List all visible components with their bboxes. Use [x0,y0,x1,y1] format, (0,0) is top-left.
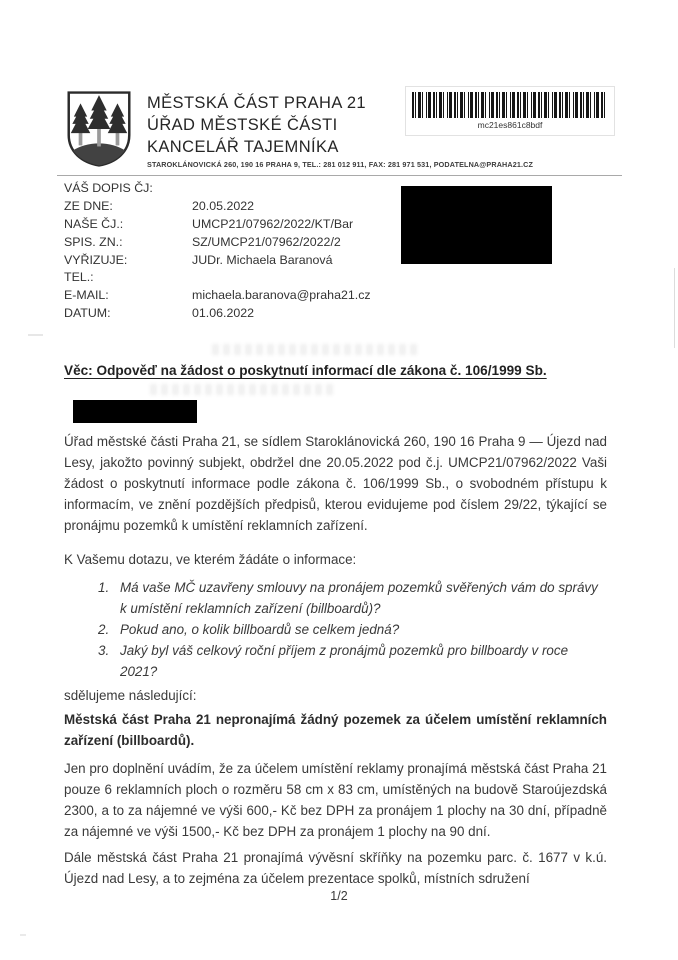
ref-row-datum [64,305,371,323]
question-text: Jaký byl váš celkový roční příjem z pronájmů pozemků pro billboardy v roce 2021? [120,643,569,679]
ref-value: michaela.baranova@praha21.cz [192,288,371,303]
header-divider [57,175,622,176]
subject-line: Věc: Odpověď na žádost o poskytnutí informací dle zákona č. 106/1999 Sb. [64,363,547,378]
reference-block [64,180,371,323]
barcode [405,86,615,136]
answer-intro: sdělujeme následující: [64,688,197,703]
letter-body [64,431,607,889]
org-address-line: STAROKLÁNOVICKÁ 260, 190 16 PRAHA 9, TEL.: 281 012 911, FAX: 281 971 531, PODATELNA@PRAHA21.CZ [147,160,534,169]
org-name-line2: ÚŘAD MĚSTSKÉ ČÁSTI [147,116,338,134]
page-number: 1/2 [330,889,348,903]
ref-row-vas-dopis [64,180,371,198]
ref-value: SZ/UMCP21/07962/2022/2 [192,234,341,249]
ref-row-email [64,287,371,305]
list-number: 2. [98,622,110,637]
coat-of-arms-icon [66,90,132,168]
ref-label: NAŠE ČJ.: [64,216,124,231]
barcode-label: mc21es861c8bdf [477,120,543,130]
question-text: Má vaše MČ uzavřeny smlouvy na pronájem pozemků svěřených vám do správy k umístění reklamních zařízení (billboardů)? [120,580,598,616]
list-item-question-2 [64,619,607,640]
ref-label: ZE DNE: [64,198,113,213]
ref-label: SPIS. ZN.: [64,234,123,249]
org-name-line3: KANCELÁŘ TAJEMNÍKA [147,138,339,156]
ref-value: 20.05.2022 [192,198,255,213]
ref-value: 01.06.2022 [192,306,255,321]
questions-list [64,577,607,682]
scan-artifact [28,334,43,336]
barcode-bars-icon [412,92,607,118]
ref-label: VÁŠ DOPIS ČJ: [64,181,153,195]
org-name-line1: MĚSTSKÁ ČÁST PRAHA 21 [147,94,367,112]
paragraph-advert-surfaces: Jen pro doplnění uvádím, že za účelem umístění reklamy pronajímá městská část Praha 21 pouze 6 reklamních ploch o rozměru 58 cm x 83 cm, umístěných na budově Staroújezdská 2300, a to za nájemné ve výši 600,- Kč bez DPH za pronájem 1 plochy na 30 dní, případně za nájemné ve výši 1500,- Kč bez DPH za pronájem 1 plochy na 90 dní. [64,761,607,839]
scan-artifact [674,268,675,348]
paragraph-request-received: Úřad městské části Praha 21, se sídlem Staroklánovická 260, 190 16 Praha 9 — Újezd nad Lesy, jakožto povinný subjekt, obdržel dne 20.05.2022 pod č.j. UMCP21/07962/2022 Vaši žádost o poskytnutí informace podle zákona č. 106/1999 Sb., o svobodném přístupu k informacím, ve znění pozdějších předpisů, kterou evidujeme pod číslem 29/22, týkající se pronájmu pozemků k umístění reklamních zařízení. [64,434,607,533]
redaction-box-salutation [73,400,197,423]
list-number: 3. [98,643,110,658]
redaction-box-addressee [401,186,552,264]
list-item-question-3 [64,640,607,682]
ref-label: DATUM: [64,306,111,321]
ref-value: UMCP21/07962/2022/KT/Bar [192,216,354,231]
bleedthrough-smudge [150,384,335,395]
ref-value: JUDr. Michaela Baranová [192,252,333,267]
answer-statement-bold: Městská část Praha 21 nepronajímá žádný pozemek za účelem umístění reklamních zařízení (billboardů). [64,712,607,748]
paragraph-display-cases: Dále městská část Praha 21 pronajímá vývěsní skříňky na pozemku parc. č. 1677 v k.ú. Újezd nad Lesy, a to zejména za účelem prezentace spolků, místních sdružení [64,850,607,886]
ref-label: TEL.: [64,270,94,285]
list-number: 1. [98,580,110,595]
bleedthrough-smudge [212,344,417,355]
list-item-question-1 [64,577,607,619]
question-text: Pokud ano, o kolik billboardů se celkem jedná? [120,622,400,637]
ref-row-tel [64,269,371,287]
ref-row-spis-zn [64,234,371,252]
ref-row-ze-dne [64,198,371,216]
ref-label: E-MAIL: [64,288,109,303]
questions-intro: K Vašemu dotazu, ve kterém žádáte o informace: [64,552,357,567]
ref-row-nase-cj [64,216,371,234]
scan-artifact [20,934,26,936]
ref-label: VYŘIZUJE: [64,252,128,267]
ref-row-vyrizuje [64,252,371,270]
